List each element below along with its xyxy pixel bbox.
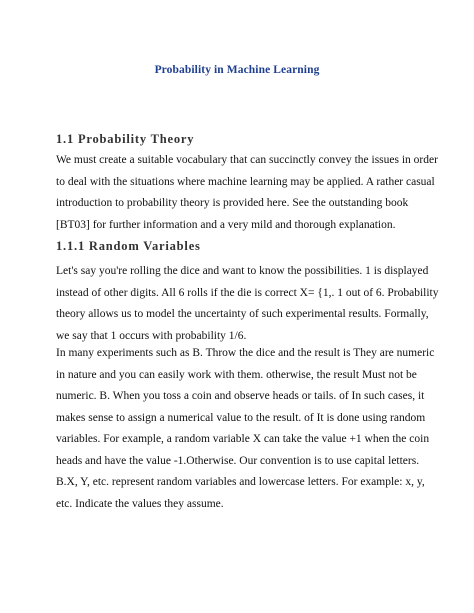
paragraph-random-variables-2 [56, 343, 435, 515]
section-heading-probability-theory: 1.1 Probability Theory [56, 132, 195, 146]
paragraph-line: introduction to probability theory is provided here. See the outstanding book [56, 197, 409, 209]
paragraph-line: heads and have the value -1.Otherwise. Our convention is to use capital letters. [56, 454, 420, 467]
paragraph-line: numeric. B. When you toss a coin and observe heads or tails. of In such cases, it [56, 390, 425, 402]
paragraph-line: B.X, Y, etc. represent random variables and lowercase letters. For example: x, y, [56, 476, 425, 488]
section-heading-random-variables: 1.1.1 Random Variables [56, 239, 201, 253]
paragraph-line: [BT03] for further information and a very mild and thorough explanation. [56, 218, 396, 231]
paragraph-line: We must create a suitable vocabulary that can succinctly convey the issues in order [56, 154, 438, 166]
paragraph-line: to deal with the situations where machine learning may be applied. A rather casual [56, 175, 435, 188]
paragraph-line: theory allows us to model the uncertainty of such experimental results. Formally, [56, 308, 429, 320]
document-title: Probability in Machine Learning [154, 64, 320, 76]
paragraph-line: In many experiments such as B. Throw the dice and the result is They are numeric [56, 347, 435, 359]
paragraph-line: makes sense to assign a numerical value to the result. of It is done using random [56, 411, 426, 424]
paragraph-line: instead of other digits. All 6 rolls if the die is correct X= {1,. 1 out of 6. Probability [56, 286, 439, 299]
paragraph-line: in nature and you can easily work with them. otherwise, the result Must not be [56, 368, 417, 381]
paragraph-probability-theory [56, 150, 438, 236]
paragraph-random-variables-1 [56, 261, 439, 347]
paragraph-line: Let's say you're rolling the dice and want to know the possibilities. 1 is displayed [56, 265, 429, 277]
paragraph-line: we say that 1 occurs with probability 1/6. [56, 329, 247, 342]
paragraph-line: variables. For example, a random variable X can take the value +1 when the coin [56, 433, 430, 445]
paragraph-line: etc. Indicate the values they assume. [56, 497, 224, 510]
